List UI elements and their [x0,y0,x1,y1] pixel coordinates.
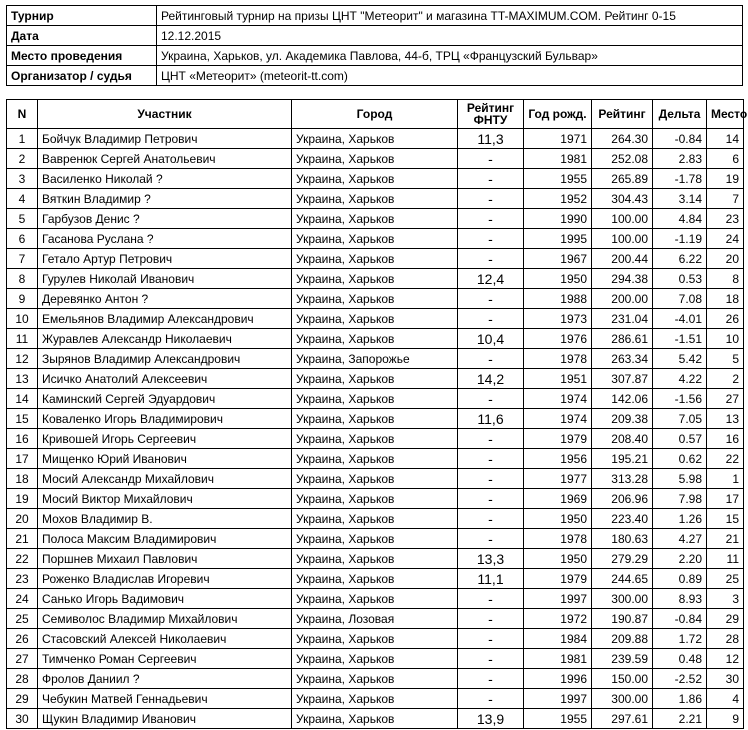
participant-name: Емельянов Владимир Александрович [38,309,292,329]
rating-value: 263.34 [592,349,653,369]
table-row [7,449,744,469]
info-value: 12.12.2015 [157,26,743,46]
row-number: 7 [7,249,38,269]
table-row [7,229,744,249]
participant-city: Украина, Харьков [292,629,458,649]
results-table [6,99,748,729]
participant-name: Кривошей Игорь Сергеевич [38,429,292,449]
participant-city: Украина, Харьков [292,669,458,689]
participant-city: Украина, Харьков [292,549,458,569]
place-value: 21 [707,529,744,549]
rating-value: 190.87 [592,609,653,629]
delta-value: 0.48 [653,649,707,669]
table-row [7,489,744,509]
table-row [7,249,744,269]
place-value: 17 [707,489,744,509]
delta-value: -1.78 [653,169,707,189]
participant-name: Роженко Владислав Игоревич [38,569,292,589]
info-row [7,26,743,46]
place-value: 14 [707,129,744,149]
table-row [7,169,744,189]
participant-name: Гетало Артур Петрович [38,249,292,269]
row-number: 9 [7,289,38,309]
delta-value: 0.62 [653,449,707,469]
info-label: Место проведения [7,46,157,66]
birth-year: 1974 [524,409,592,429]
col-header-fntu-line1: Рейтинг [466,101,515,115]
participant-name: Мосий Виктор Михайлович [38,489,292,509]
table-row [7,349,744,369]
birth-year: 1990 [524,209,592,229]
fntu-rating: - [458,589,524,609]
info-value: ЦНТ «Метеорит» (meteorit-tt.com) [157,66,743,86]
delta-value: 0.53 [653,269,707,289]
row-number: 12 [7,349,38,369]
participant-city: Украина, Харьков [292,489,458,509]
place-value: 26 [707,309,744,329]
participant-name: Семиволос Владимир Михайлович [38,609,292,629]
rating-value: 265.89 [592,169,653,189]
participant-name: Санько Игорь Вадимович [38,589,292,609]
participant-name: Бойчук Владимир Петрович [38,129,292,149]
table-row [7,209,744,229]
participant-city: Украина, Харьков [292,389,458,409]
participant-city: Украина, Харьков [292,449,458,469]
birth-year: 1974 [524,389,592,409]
table-row [7,309,744,329]
delta-value: -0.84 [653,609,707,629]
rating-value: 286.61 [592,329,653,349]
place-value: 28 [707,629,744,649]
table-row [7,569,744,589]
place-value: 16 [707,429,744,449]
row-number: 30 [7,709,38,729]
info-value: Украина, Харьков, ул. Академика Павлова, 44-б, ТРЦ «Французский Бульвар» [157,46,743,66]
delta-value: 5.98 [653,469,707,489]
rating-value: 279.29 [592,549,653,569]
rating-value: 294.38 [592,269,653,289]
place-value: 9 [707,709,744,729]
fntu-rating: 11,3 [458,129,524,149]
rating-value: 100.00 [592,209,653,229]
rating-value: 264.30 [592,129,653,149]
participant-city: Украина, Харьков [292,469,458,489]
participant-city: Украина, Харьков [292,709,458,729]
participant-city: Украина, Харьков [292,429,458,449]
row-number: 27 [7,649,38,669]
birth-year: 1950 [524,269,592,289]
place-value: 19 [707,169,744,189]
fntu-rating: - [458,489,524,509]
fntu-rating: - [458,469,524,489]
delta-value: 3.14 [653,189,707,209]
delta-value: 1.26 [653,509,707,529]
fntu-rating: - [458,289,524,309]
col-header-fntu-line2: ФНТУ [473,113,508,127]
info-label: Дата [7,26,157,46]
rating-value: 239.59 [592,649,653,669]
fntu-rating: - [458,389,524,409]
birth-year: 1995 [524,229,592,249]
birth-year: 1950 [524,549,592,569]
rating-value: 150.00 [592,669,653,689]
birth-year: 1981 [524,649,592,669]
row-number: 28 [7,669,38,689]
delta-value: 4.84 [653,209,707,229]
row-number: 11 [7,329,38,349]
birth-year: 1978 [524,529,592,549]
rating-value: 206.96 [592,489,653,509]
rating-value: 244.65 [592,569,653,589]
delta-value: 1.72 [653,629,707,649]
rating-value: 231.04 [592,309,653,329]
rating-value: 142.06 [592,389,653,409]
participant-city: Украина, Харьков [292,249,458,269]
table-row [7,429,744,449]
participant-name: Щукин Владимир Иванович [38,709,292,729]
delta-value: -1.19 [653,229,707,249]
fntu-rating: - [458,349,524,369]
fntu-rating: 12,4 [458,269,524,289]
place-value: 23 [707,209,744,229]
participant-name: Мохов Владимир В. [38,509,292,529]
birth-year: 1979 [524,569,592,589]
fntu-rating: 11,1 [458,569,524,589]
rating-value: 297.61 [592,709,653,729]
delta-value: 4.22 [653,369,707,389]
col-header-birth-year: Год рожд. [524,100,592,129]
place-value: 4 [707,689,744,709]
table-row [7,149,744,169]
row-number: 22 [7,549,38,569]
place-value: 12 [707,649,744,669]
rating-value: 180.63 [592,529,653,549]
birth-year: 1997 [524,689,592,709]
fntu-rating: 13,3 [458,549,524,569]
delta-value: -4.01 [653,309,707,329]
place-value: 10 [707,329,744,349]
info-row [7,66,743,86]
row-number: 25 [7,609,38,629]
results-header-row [7,100,744,129]
participant-name: Вавренюк Сергей Анатольевич [38,149,292,169]
birth-year: 1997 [524,589,592,609]
birth-year: 1971 [524,129,592,149]
fntu-rating: - [458,149,524,169]
row-number: 18 [7,469,38,489]
delta-value: -1.56 [653,389,707,409]
participant-name: Полоса Максим Владимирович [38,529,292,549]
rating-value: 195.21 [592,449,653,469]
table-row [7,369,744,389]
place-value: 30 [707,669,744,689]
fntu-rating: - [458,609,524,629]
info-row [7,46,743,66]
col-header-place: Место [707,100,744,129]
place-value: 24 [707,229,744,249]
table-row [7,609,744,629]
participant-city: Украина, Харьков [292,649,458,669]
participant-name: Гарбузов Денис ? [38,209,292,229]
delta-value: 0.57 [653,429,707,449]
birth-year: 1967 [524,249,592,269]
birth-year: 1952 [524,189,592,209]
birth-year: 1978 [524,349,592,369]
participant-name: Исичко Анатолий Алексеевич [38,369,292,389]
fntu-rating: 11,6 [458,409,524,429]
rating-value: 304.43 [592,189,653,209]
table-row [7,709,744,729]
row-number: 14 [7,389,38,409]
participant-name: Стасовский Алексей Николаевич [38,629,292,649]
participant-city: Украина, Харьков [292,409,458,429]
participant-city: Украина, Харьков [292,329,458,349]
table-row [7,589,744,609]
birth-year: 1972 [524,609,592,629]
rating-value: 200.44 [592,249,653,269]
row-number: 16 [7,429,38,449]
delta-value: 0.89 [653,569,707,589]
participant-city: Украина, Запорожье [292,349,458,369]
delta-value: 2.21 [653,709,707,729]
birth-year: 1951 [524,369,592,389]
row-number: 20 [7,509,38,529]
fntu-rating: - [458,689,524,709]
row-number: 15 [7,409,38,429]
delta-value: 7.05 [653,409,707,429]
row-number: 13 [7,369,38,389]
participant-name: Поршнев Михаил Павлович [38,549,292,569]
participant-city: Украина, Харьков [292,169,458,189]
rating-value: 209.88 [592,629,653,649]
place-value: 2 [707,369,744,389]
place-value: 8 [707,269,744,289]
participant-name: Мищенко Юрий Иванович [38,449,292,469]
rating-value: 209.38 [592,409,653,429]
participant-name: Фролов Даниил ? [38,669,292,689]
table-row [7,329,744,349]
place-value: 18 [707,289,744,309]
table-row [7,669,744,689]
table-row [7,649,744,669]
table-row [7,389,744,409]
place-value: 1 [707,469,744,489]
row-number: 10 [7,309,38,329]
col-header-participant: Участник [38,100,292,129]
table-row [7,469,744,489]
place-value: 13 [707,409,744,429]
birth-year: 1977 [524,469,592,489]
place-value: 27 [707,389,744,409]
fntu-rating: - [458,649,524,669]
participant-city: Украина, Харьков [292,569,458,589]
fntu-rating: 13,9 [458,709,524,729]
row-number: 3 [7,169,38,189]
row-number: 26 [7,629,38,649]
table-row [7,189,744,209]
row-number: 23 [7,569,38,589]
col-header-fntu-rating [458,100,524,129]
fntu-rating: - [458,529,524,549]
delta-value: 4.27 [653,529,707,549]
fntu-rating: - [458,629,524,649]
col-header-city: Город [292,100,458,129]
participant-name: Вяткин Владимир ? [38,189,292,209]
participant-city: Украина, Харьков [292,129,458,149]
delta-value: -0.84 [653,129,707,149]
rating-value: 300.00 [592,689,653,709]
table-row [7,129,744,149]
table-row [7,529,744,549]
info-row [7,6,743,26]
fntu-rating: - [458,209,524,229]
tournament-info-table [6,5,743,86]
delta-value: 6.22 [653,249,707,269]
participant-name: Журавлев Александр Николаевич [38,329,292,349]
place-value: 7 [707,189,744,209]
row-number: 6 [7,229,38,249]
participant-name: Мосий Александр Михайлович [38,469,292,489]
delta-value: 1.86 [653,689,707,709]
delta-value: 5.42 [653,349,707,369]
place-value: 22 [707,449,744,469]
birth-year: 1979 [524,429,592,449]
birth-year: 1981 [524,149,592,169]
participant-name: Тимченко Роман Сергеевич [38,649,292,669]
participant-city: Украина, Харьков [292,309,458,329]
participant-city: Украина, Харьков [292,509,458,529]
fntu-rating: - [458,309,524,329]
participant-city: Украина, Харьков [292,529,458,549]
delta-value: 2.20 [653,549,707,569]
row-number: 5 [7,209,38,229]
participant-name: Гасанова Руслана ? [38,229,292,249]
delta-value: 7.08 [653,289,707,309]
participant-name: Гурулев Николай Иванович [38,269,292,289]
birth-year: 1956 [524,449,592,469]
info-label: Турнир [7,6,157,26]
place-value: 6 [707,149,744,169]
col-header-n: N [7,100,38,129]
participant-name: Коваленко Игорь Владимирович [38,409,292,429]
table-row [7,509,744,529]
fntu-rating: - [458,449,524,469]
birth-year: 1973 [524,309,592,329]
rating-value: 200.00 [592,289,653,309]
rating-value: 300.00 [592,589,653,609]
rating-value: 313.28 [592,469,653,489]
fntu-rating: - [458,169,524,189]
participant-city: Украина, Харьков [292,689,458,709]
rating-value: 307.87 [592,369,653,389]
rating-value: 100.00 [592,229,653,249]
birth-year: 1988 [524,289,592,309]
participant-city: Украина, Харьков [292,149,458,169]
table-row [7,409,744,429]
participant-name: Деревянко Антон ? [38,289,292,309]
place-value: 11 [707,549,744,569]
birth-year: 1955 [524,709,592,729]
table-row [7,269,744,289]
birth-year: 1976 [524,329,592,349]
participant-name: Каминский Сергей Эдуардович [38,389,292,409]
row-number: 17 [7,449,38,469]
fntu-rating: - [458,229,524,249]
fntu-rating: - [458,429,524,449]
row-number: 29 [7,689,38,709]
fntu-rating: - [458,249,524,269]
place-value: 5 [707,349,744,369]
delta-value: -1.51 [653,329,707,349]
birth-year: 1955 [524,169,592,189]
place-value: 20 [707,249,744,269]
row-number: 8 [7,269,38,289]
delta-value: 7.98 [653,489,707,509]
row-number: 19 [7,489,38,509]
place-value: 3 [707,589,744,609]
fntu-rating: - [458,509,524,529]
fntu-rating: 10,4 [458,329,524,349]
rating-value: 252.08 [592,149,653,169]
fntu-rating: - [458,669,524,689]
birth-year: 1969 [524,489,592,509]
birth-year: 1984 [524,629,592,649]
participant-city: Украина, Харьков [292,269,458,289]
participant-city: Украина, Харьков [292,229,458,249]
col-header-rating: Рейтинг [592,100,653,129]
row-number: 1 [7,129,38,149]
table-row [7,289,744,309]
birth-year: 1996 [524,669,592,689]
place-value: 29 [707,609,744,629]
row-number: 4 [7,189,38,209]
fntu-rating: 14,2 [458,369,524,389]
participant-city: Украина, Лозовая [292,609,458,629]
row-number: 24 [7,589,38,609]
rating-value: 208.40 [592,429,653,449]
table-row [7,689,744,709]
participant-city: Украина, Харьков [292,189,458,209]
participant-name: Зырянов Владимир Александрович [38,349,292,369]
participant-name: Чебукин Матвей Геннадьевич [38,689,292,709]
participant-city: Украина, Харьков [292,289,458,309]
fntu-rating: - [458,189,524,209]
col-header-delta: Дельта [653,100,707,129]
participant-city: Украина, Харьков [292,589,458,609]
delta-value: 8.93 [653,589,707,609]
birth-year: 1950 [524,509,592,529]
place-value: 25 [707,569,744,589]
info-value: Рейтинговый турнир на призы ЦНТ "Метеорит" и магазина TT-MAXIMUM.COM. Рейтинг 0-15 [157,6,743,26]
participant-city: Украина, Харьков [292,209,458,229]
table-row [7,549,744,569]
delta-value: -2.52 [653,669,707,689]
row-number: 21 [7,529,38,549]
table-row [7,629,744,649]
delta-value: 2.83 [653,149,707,169]
participant-city: Украина, Харьков [292,369,458,389]
row-number: 2 [7,149,38,169]
info-label: Организатор / судья [7,66,157,86]
rating-value: 223.40 [592,509,653,529]
participant-name: Василенко Николай ? [38,169,292,189]
place-value: 15 [707,509,744,529]
